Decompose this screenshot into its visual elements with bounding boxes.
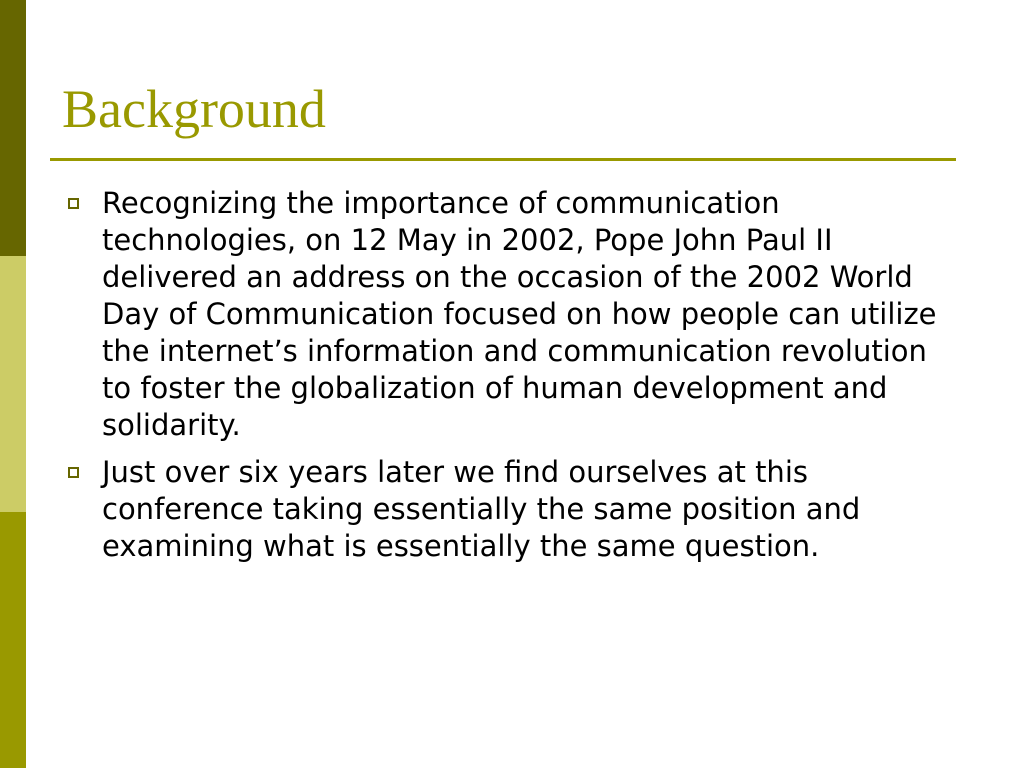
bullet-list — [68, 185, 948, 575]
side-band-olive — [0, 512, 26, 768]
bullet-text: Just over six years later we find ourselves at this conference taking essentially the same position and examining what is essentially the same question. — [102, 455, 861, 563]
title-divider — [50, 158, 956, 161]
side-band-light — [0, 256, 26, 512]
side-band-dark — [0, 0, 26, 256]
bullet-text: Recognizing the importance of communication technologies, on 12 May in 2002, Pope John Paul II delivered an address on the occasion of the 2002 World Day of Communication focused on how people can utilize the internet’s information and communication revolution to foster the globalization of human development and solidarity. — [102, 186, 937, 442]
list-item — [68, 185, 948, 444]
square-bullet-icon — [68, 198, 79, 209]
slide-title: Background — [62, 79, 326, 139]
square-bullet-icon — [68, 467, 79, 478]
list-item — [68, 454, 948, 565]
